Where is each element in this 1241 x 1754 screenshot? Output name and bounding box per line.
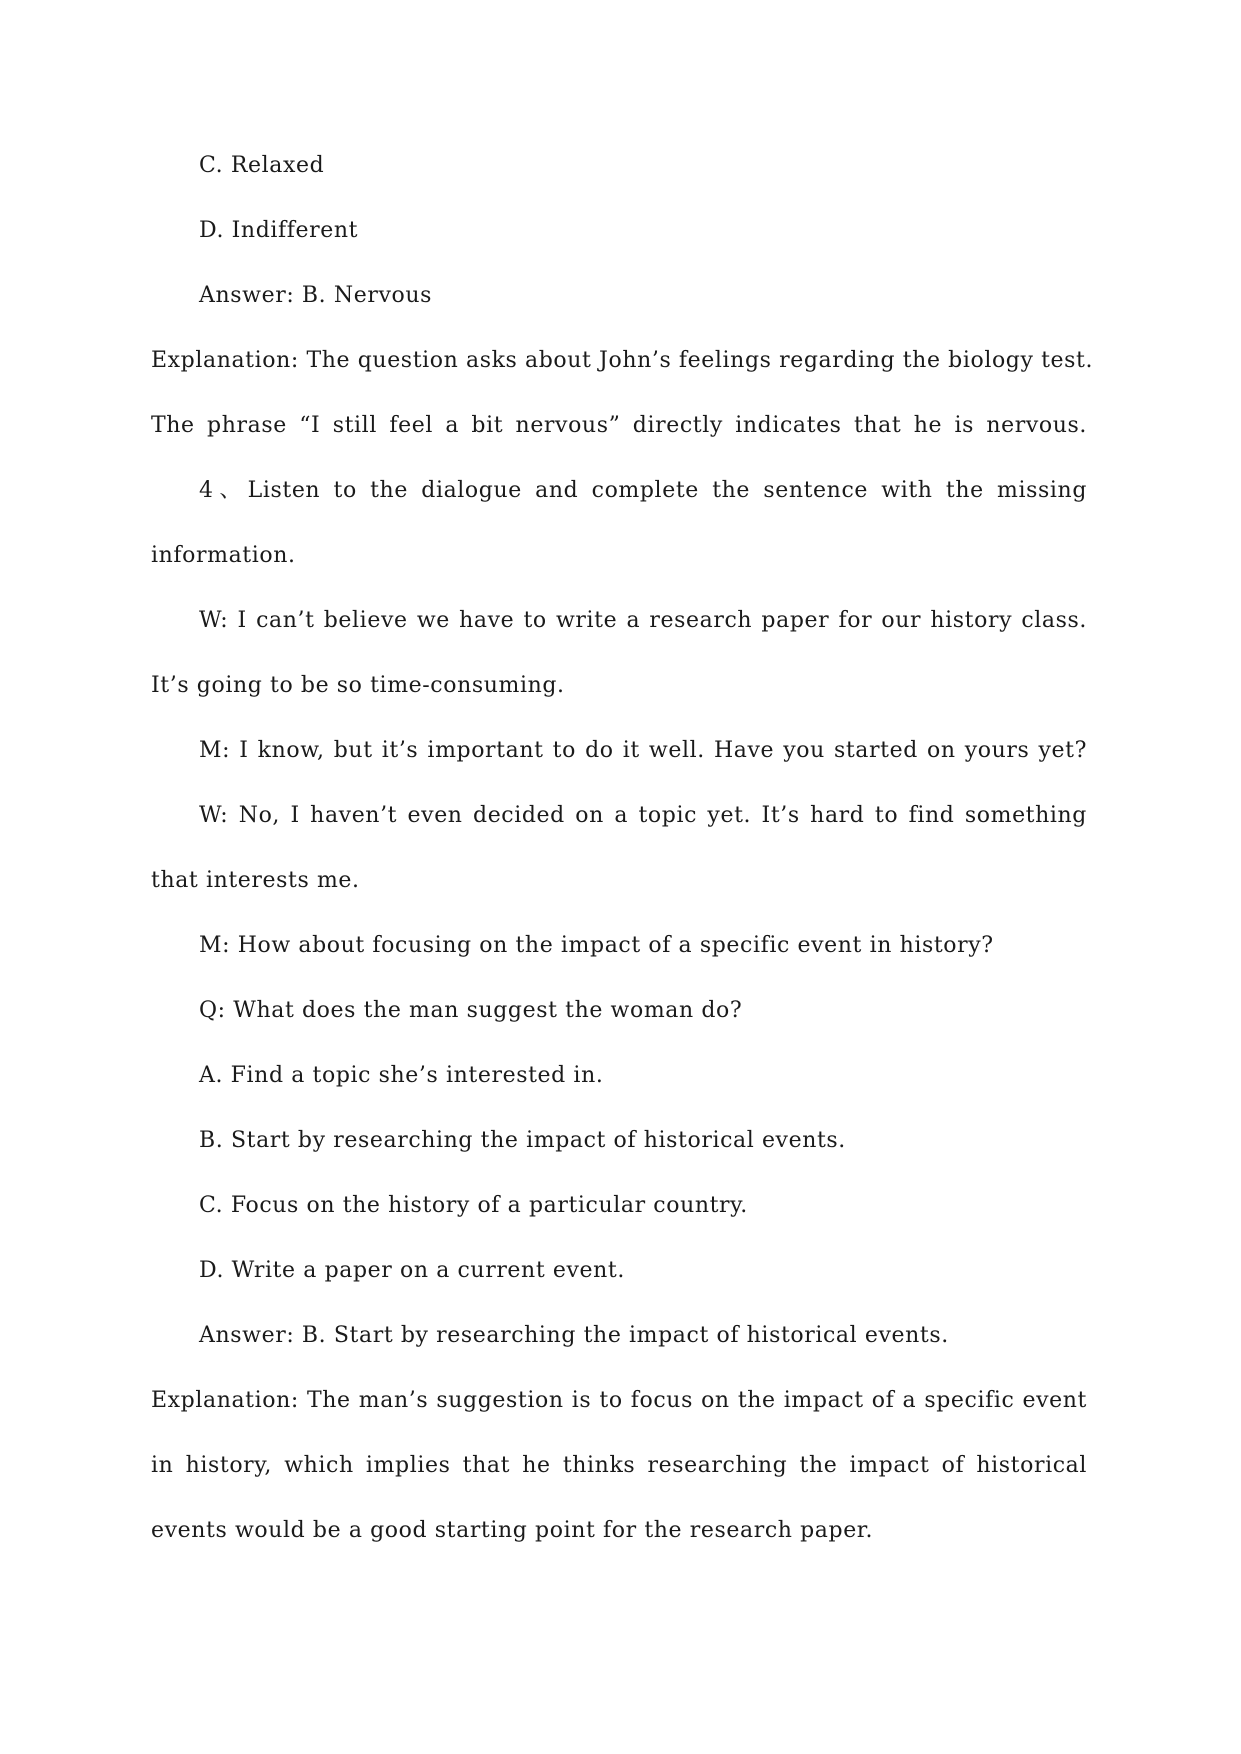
dialogue-w2-line: W: No, I haven’t even decided on a topic yet. It’s hard to find something: [199, 803, 1087, 828]
q4-option-b: B. Start by researching the impact of historical events.: [199, 1128, 846, 1153]
q4-option-c: C. Focus on the history of a particular country.: [199, 1193, 748, 1218]
q3-explanation-line: The phrase “I still feel a bit nervous” directly indicates that he is nervous.: [151, 413, 1087, 438]
q4-question: Q: What does the man suggest the woman do?: [199, 998, 743, 1023]
q4-option-d: D. Write a paper on a current event.: [199, 1258, 625, 1283]
q4-option-a: A. Find a topic she’s interested in.: [199, 1063, 604, 1088]
q3-explanation-line: Explanation: The question asks about John’s feelings regarding the biology test.: [151, 348, 1094, 373]
q4-explanation-line: in history, which implies that he thinks researching the impact of historical: [151, 1453, 1087, 1478]
q4-explanation-line: events would be a good starting point for the research paper.: [151, 1518, 874, 1543]
q3-option-c: C. Relaxed: [199, 153, 325, 178]
dialogue-w1-line: W: I can’t believe we have to write a research paper for our history class.: [199, 608, 1087, 633]
q4-prompt-line: 4、Listen to the dialogue and complete the sentence with the missing: [199, 478, 1087, 503]
q3-answer: Answer: B. Nervous: [199, 283, 432, 308]
dialogue-w1-line: It’s going to be so time-consuming.: [151, 673, 565, 698]
dialogue-m2: M: How about focusing on the impact of a specific event in history?: [199, 933, 994, 958]
q4-answer: Answer: B. Start by researching the impact of historical events.: [199, 1323, 949, 1348]
q4-explanation-line: Explanation: The man’s suggestion is to focus on the impact of a specific event: [151, 1388, 1087, 1413]
dialogue-w2-line: that interests me.: [151, 868, 360, 893]
dialogue-m1: M: I know, but it’s important to do it well. Have you started on yours yet?: [199, 738, 1087, 763]
q3-option-d: D. Indifferent: [199, 218, 359, 243]
q4-prompt-line: information.: [151, 543, 296, 568]
